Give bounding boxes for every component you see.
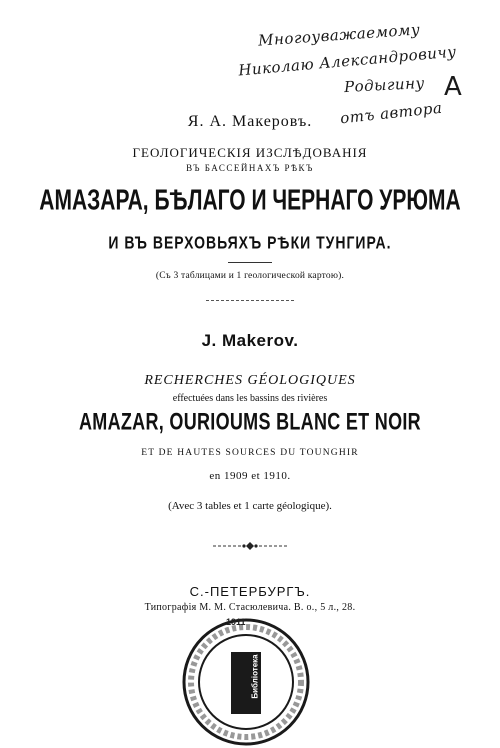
inscription-line-3: Родыгину (343, 73, 426, 97)
inscription-line-1: Многоуважаемому (257, 20, 421, 50)
short-rule (228, 262, 272, 263)
author-name-french: J. Makerov. (201, 331, 299, 350)
title-line-1-french: RECHERCHES GÉOLOGIQUES (144, 373, 356, 388)
note-french: (Avec 3 tables et 1 carte géologique). (168, 500, 332, 512)
inscription-line-4: отъ автора (339, 98, 444, 128)
stamp-center-text: Библіотека (250, 654, 260, 699)
author-name-russian: Я. А. Макеровъ. (187, 113, 313, 130)
ornament-divider (213, 541, 287, 551)
title-line-1-russian: ГЕОЛОГИЧЕСКІЯ ИЗСЛѢДОВАНІЯ (132, 145, 368, 160)
main-title-french: AMAZAR, OURIOUMS BLANC ET NOIR (79, 408, 421, 435)
dashed-divider (206, 300, 294, 301)
inscription-line-2: Николаю Александровичу (237, 42, 458, 80)
stamp-year: 1911 (226, 617, 246, 627)
years-french: en 1909 et 1910. (209, 470, 291, 482)
library-stamp (176, 612, 316, 748)
title-line-2-french: effectuées dans les bassins des rivières (172, 393, 328, 404)
title-line-2-russian: ВЪ БАССЕЙНАХЪ РѢКЪ (186, 163, 314, 173)
inscription-mark: А (444, 72, 463, 102)
main-title-russian: АМАЗАРА, БѢЛАГО И ЧЕРНАГО УРЮМА (39, 185, 461, 217)
title-line-4-russian: И ВЪ ВЕРХОВЬЯХЪ РѢКИ ТУНГИРА. (108, 232, 392, 252)
imprint-city: С.-ПЕТЕРБУРГЪ. (189, 584, 311, 599)
title-line-4-french: ET DE HAUTES SOURCES DU TOUNGHIR (141, 448, 359, 458)
imprint-printer: Типографія М. М. Стасюлевича. В. о., 5 л., 28. (144, 602, 356, 613)
note-russian: (Съ 3 таблицами и 1 геологической картою). (155, 271, 345, 281)
